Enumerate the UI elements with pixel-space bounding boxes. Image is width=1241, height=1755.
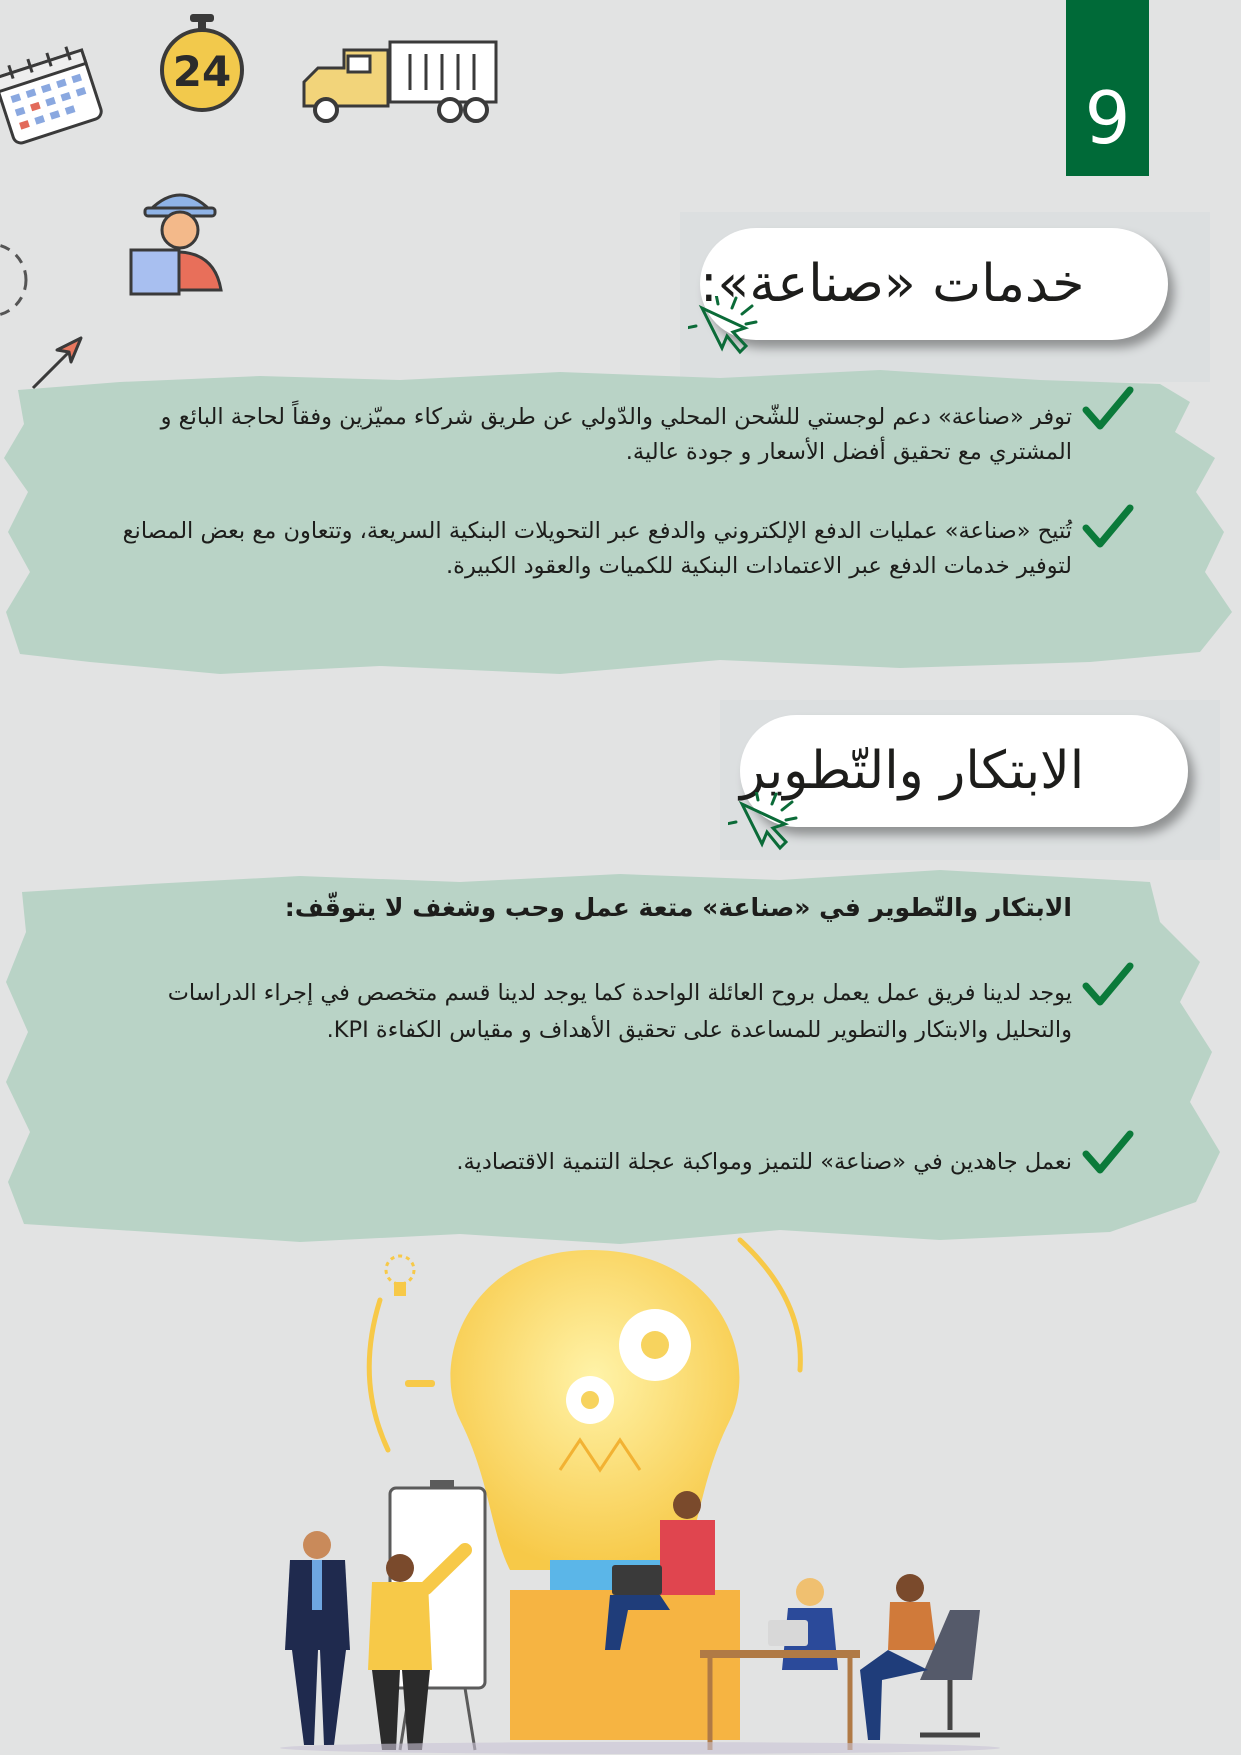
innovation-lightbulb-team-illustration <box>260 1210 1020 1755</box>
checkmark-icon <box>1082 386 1134 432</box>
section-title-text: الابتكار والتّطوير <box>740 741 1085 801</box>
service-item-payments: تُتيح «صناعة» عمليات الدفع الإلكتروني والدفع عبر التحويلات البنكية السريعة، وتتعاون مع بعض المصانع لتوفير خدمات الدفع عبر الاعتمادات البنكية للكميات والعقود الكبيرة. <box>122 518 1072 579</box>
section-title-text: خدمات «صناعة»: <box>700 254 1085 314</box>
courier-icon <box>125 170 235 305</box>
dashed-circle-icon <box>0 235 40 325</box>
checkmark-icon <box>1082 962 1134 1008</box>
stopwatch-24-icon <box>152 12 252 112</box>
calendar-icon <box>0 40 110 150</box>
section-title-innovation <box>740 715 1188 827</box>
delivery-truck-icon <box>300 30 500 125</box>
innovation-item-excellence: نعمل جاهدين في «صناعة» للتميز ومواكبة عجلة التنمية الاقتصادية. <box>456 1149 1072 1175</box>
checkmark-icon <box>1082 1130 1134 1176</box>
innovation-item-team: يوجد لدينا فريق عمل يعمل بروح العائلة الواحدة كما يوجد لدينا قسم متخصص في إجراء الدراسات والتحليل والابتكار والتطوير للمساعدة على تحقيق الأهداف و مقياس الكفاءة KPI. <box>167 980 1072 1043</box>
click-cursor-icon <box>728 792 798 864</box>
svg-text:24: 24 <box>172 47 232 96</box>
service-item-logistics: توفر «صناعة» دعم لوجستي للشّحن المحلي والدّولي عن طريق شركاء مميّزين وفقاً لحاجة البائع و المشتري مع تحقيق أفضل الأسعار و جودة عالية. <box>160 404 1072 465</box>
checkmark-icon <box>1082 504 1134 550</box>
click-cursor-icon <box>688 296 758 368</box>
page-number: 9 <box>1066 0 1149 176</box>
section-title-services <box>700 228 1168 340</box>
innovation-lead: الابتكار والتّطوير في «صناعة» متعة عمل وحب وشغف لا يتوقّف: <box>284 893 1072 922</box>
